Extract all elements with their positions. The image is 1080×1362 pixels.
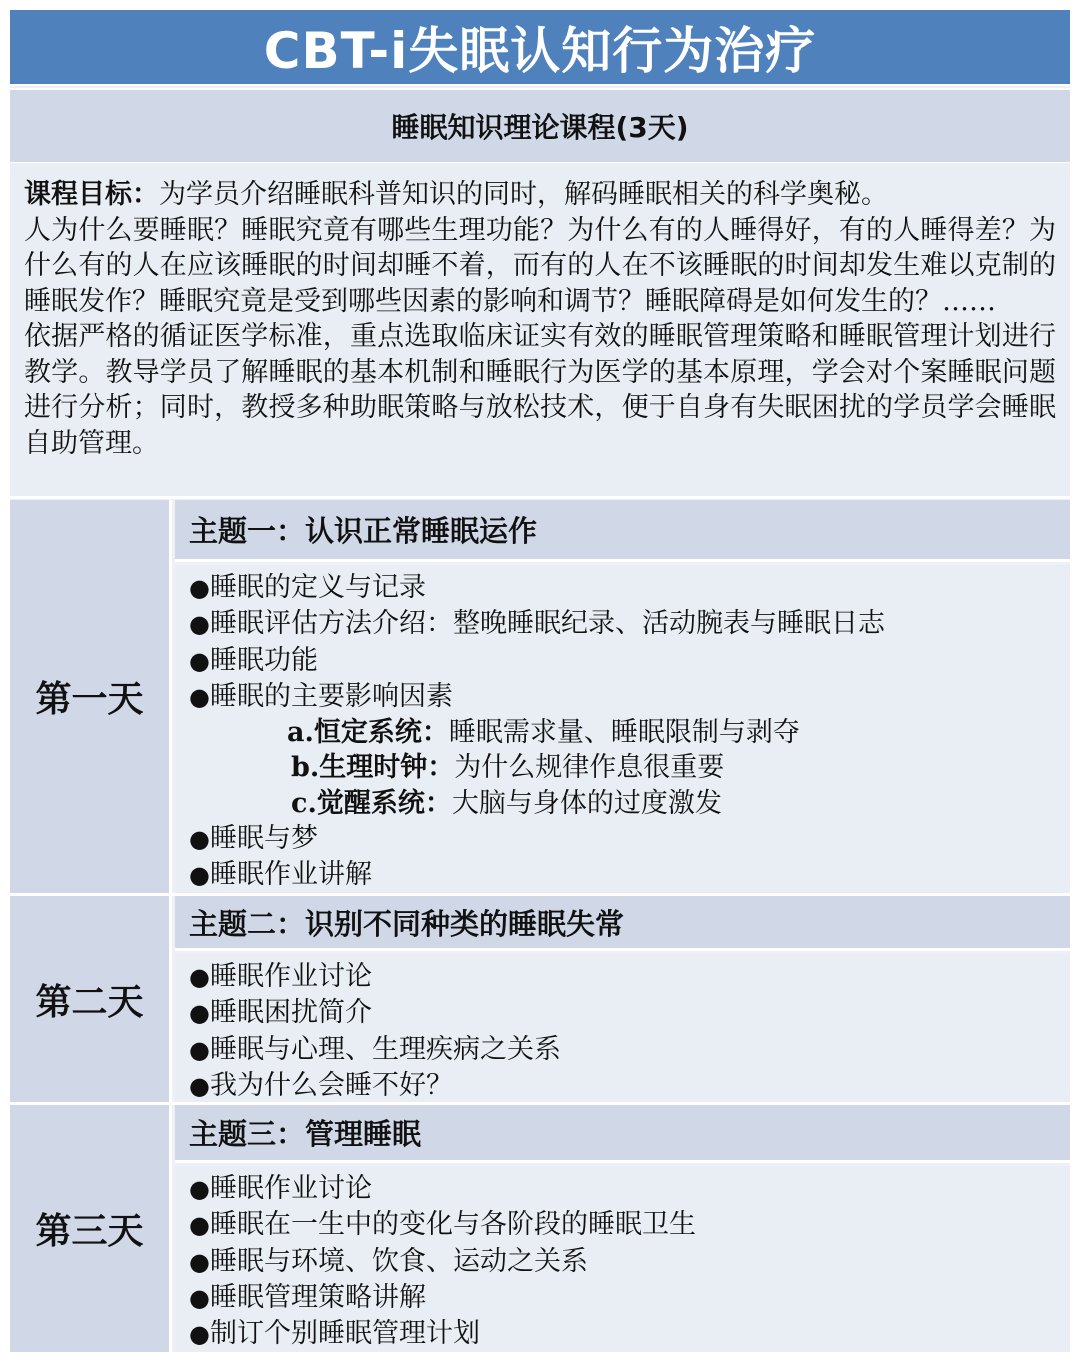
list-item: ●睡眠管理策略讲解 <box>189 1281 426 1313</box>
list-item: ●睡眠与心理、生理疾病之关系 <box>189 1033 561 1065</box>
course-goal-label: 课程目标： <box>24 179 159 210</box>
list-item: ●睡眠作业讨论 <box>189 1173 372 1204</box>
bullet-icon: ● <box>189 999 210 1028</box>
day-items-3 <box>175 1166 1070 1352</box>
list-item: ●睡眠在一生中的变化与各阶段的睡眠卫生 <box>189 1209 696 1241</box>
day-items-1 <box>175 565 1070 893</box>
bullet-icon: ● <box>189 574 210 602</box>
list-item: ●睡眠与梦 <box>189 823 318 855</box>
bullet-icon: ● <box>189 963 210 991</box>
page-title: CBT-i失眠认知行为治疗 <box>10 10 1070 86</box>
bullet-icon: ● <box>189 1283 210 1312</box>
bullet-icon: ● <box>189 610 210 639</box>
course-method: 依据严格的循证医学标准，重点选取临床证实有效的睡眠管理策略和睡眠管理计划进行教学。教导学员了解睡眠的基本机制和睡眠行为医学的基本原理，学会对个案睡眠问题进行分析；同时，教授多种助眠策略与放松技术，便于自身有失眠困扰的学员学会睡眠自助管理。 <box>24 321 1056 459</box>
day-items-2 <box>175 954 1070 1102</box>
sub-item: a.恒定系统：睡眠需求量、睡眠限制与剥夺 <box>287 717 800 749</box>
course-goal <box>24 177 1056 213</box>
course-questions: 人为什么要睡眠？睡眠究竟有哪些生理功能？为什么有的人睡得好，有的人睡得差？为什么有的人在应该睡眠的时间却睡不着，而有的人在不该睡眠的时间却发生难以克制的睡眠发作？睡眠究竟是受到哪些因素的影响和调节？睡眠障碍是如何发生的？…… <box>24 214 1056 317</box>
list-item: ●睡眠作业讨论 <box>189 961 372 992</box>
list-item: ●睡眠的主要影响因素 <box>189 680 453 712</box>
bullet-icon: ● <box>189 1320 210 1349</box>
course-goal-text: 为学员介绍睡眠科普知识的同时，解码睡眠相关的科学奥秘。 <box>159 179 888 210</box>
course-table <box>10 10 1070 1352</box>
day-topic-2: 主题二：识别不同种类的睡眠失常 <box>175 896 1070 951</box>
day-topic-1: 主题一：认识正常睡眠运作 <box>175 500 1070 562</box>
day-topic-3: 主题三：管理睡眠 <box>175 1105 1070 1163</box>
bullet-icon: ● <box>189 646 210 675</box>
list-item: ●睡眠困扰简介 <box>189 997 372 1029</box>
list-item: ●睡眠评估方法介绍：整晚睡眠纪录、活动腕表与睡眠日志 <box>189 608 885 640</box>
bullet-icon: ● <box>189 1035 210 1064</box>
bullet-icon: ● <box>189 825 210 854</box>
list-item: ●制订个别睡眠管理计划 <box>189 1318 480 1350</box>
sub-item: b.生理时钟：为什么规律作息很重要 <box>291 752 725 784</box>
list-item: ●睡眠功能 <box>189 644 318 676</box>
bullet-icon: ● <box>189 682 210 711</box>
sub-item: c.觉醒系统：大脑与身体的过度激发 <box>291 787 722 819</box>
day-label-1: 第一天 <box>10 500 172 893</box>
bullet-icon: ● <box>189 1175 210 1203</box>
day-label-3: 第三天 <box>10 1105 172 1352</box>
course-subtitle: 睡眠知识理论课程(3天) <box>10 88 1070 165</box>
bullet-icon: ● <box>189 1211 210 1240</box>
list-item: ●睡眠作业讲解 <box>189 859 372 891</box>
day-label-2: 第二天 <box>10 896 172 1102</box>
bullet-icon: ● <box>189 1071 210 1100</box>
list-item: ●睡眠的定义与记录 <box>189 572 426 603</box>
list-item: ●我为什么会睡不好？ <box>189 1069 453 1101</box>
bullet-icon: ● <box>189 1247 210 1276</box>
bullet-icon: ● <box>189 861 210 890</box>
course-intro <box>10 163 1070 499</box>
list-item: ●睡眠与环境、饮食、运动之关系 <box>189 1245 588 1277</box>
